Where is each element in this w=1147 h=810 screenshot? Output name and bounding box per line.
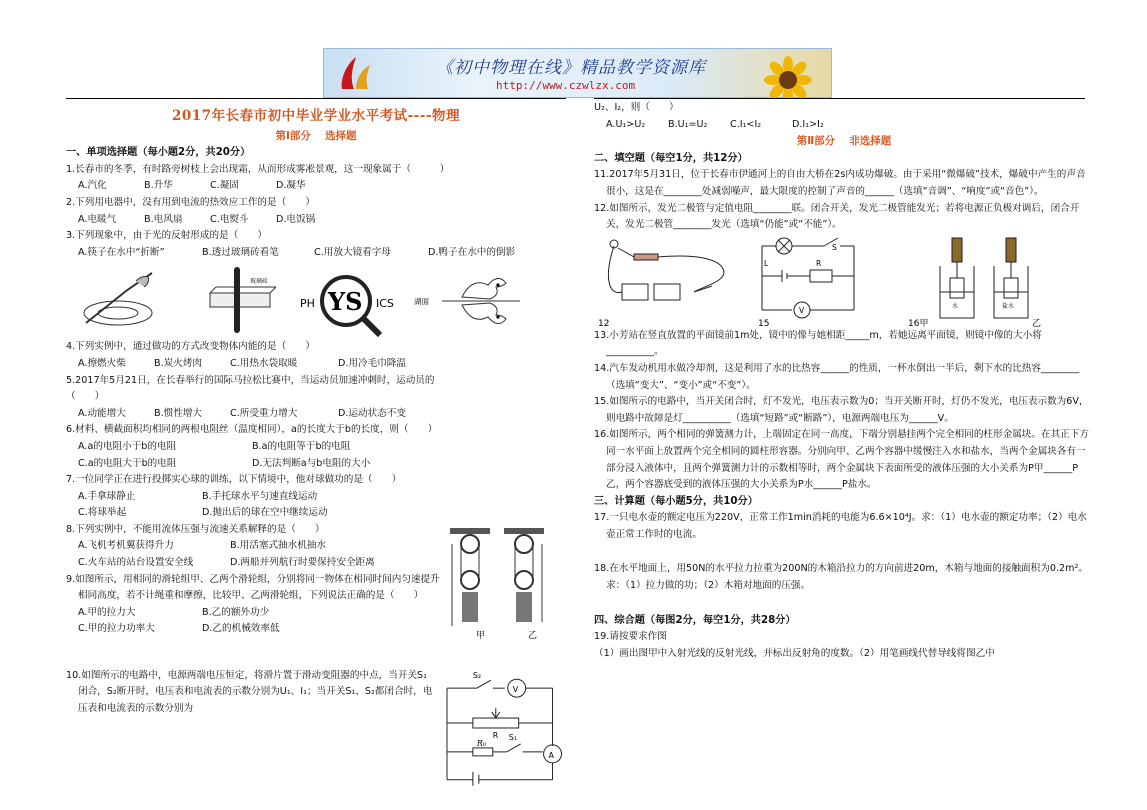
salt-water-label: 盐水 bbox=[1002, 302, 1015, 310]
part1-title: 第Ⅰ部分 选择题 bbox=[275, 129, 357, 142]
q3-option-a: A.筷子在水中“折断” bbox=[78, 246, 165, 258]
q4-option-a: A.擦燃火柴 bbox=[78, 357, 126, 369]
question-19: 19.请按要求作图 bbox=[594, 631, 667, 643]
left-top-rule bbox=[66, 98, 566, 99]
left-column bbox=[66, 100, 566, 786]
q7-option-c: C.将球举起 bbox=[78, 507, 127, 519]
q9-option-d: D.乙的机械效率低 bbox=[202, 623, 280, 635]
fig-15-circuit bbox=[754, 236, 902, 328]
label-ammeter: A bbox=[548, 750, 554, 760]
figure-15-label: 15 bbox=[758, 318, 770, 328]
question-4-options bbox=[66, 356, 566, 373]
fig15-label-l: L bbox=[764, 258, 769, 268]
question-10-options bbox=[594, 117, 1094, 134]
q2-option-a: A.电暖气 bbox=[78, 213, 117, 225]
q1-option-a: A.汽化 bbox=[78, 180, 107, 192]
label-r: R bbox=[492, 730, 498, 740]
q5-option-d: D.运动状态不变 bbox=[338, 407, 406, 419]
part2-title: 第Ⅱ部分 非选择题 bbox=[796, 135, 892, 148]
question-9-options-row2 bbox=[66, 621, 446, 638]
magnifier-letters: YS bbox=[328, 287, 363, 317]
question-8-options-row1 bbox=[66, 538, 446, 555]
q10-option-d: D.I₁>I₂ bbox=[792, 118, 824, 130]
glass-brick-label: 玻璃砖 bbox=[250, 278, 269, 286]
q4-option-c: C.用热水袋取暖 bbox=[230, 357, 298, 369]
question-6: 6.材料、横截面积均相同的两根电阻丝（温度相同），a的长度大于b的长度，则（ ） bbox=[66, 424, 438, 436]
q10-option-b: B.U₁=U₂ bbox=[668, 118, 708, 130]
banner-title: 《初中物理在线》精品教学资源库 bbox=[436, 58, 706, 78]
sunflower-icon bbox=[763, 55, 813, 98]
section-1-heading: 一、单项选择题（每小题2分，共20分） bbox=[66, 147, 251, 159]
question-5: 5.2017年5月21日，在长春举行的国际马拉松比赛中，当运动员加速冲刺时，运动员的 bbox=[66, 374, 435, 386]
question-3-figures bbox=[66, 263, 566, 337]
q6-option-c: C.a的电阻大于b的电阻 bbox=[78, 457, 177, 469]
section-3-heading: 三、计算题（每小题5分，共10分） bbox=[594, 495, 758, 507]
question-10: 10.如图所示的电路中，电源两端电压恒定，将滑片置于滑动变阻器的中点，当开关S₁闭合，S₂断开时，电压表和电流表的示数分别为U₁、I₁；当开关S₁、S₂都闭合时，电压表和电流表的示数分别为 bbox=[66, 669, 433, 715]
question-9-options-row1 bbox=[66, 605, 446, 622]
question-8: 8.下列实例中，不能用流体压强与流速关系解释的是（ ） bbox=[66, 523, 325, 535]
question-14: 14.汽车发动机用水做冷却剂，这是利用了水的比热容______的性质，一杯水倒出一半后，剩下水的比热容________（选填“变大”、“变小”或“不变”）。 bbox=[594, 362, 1080, 391]
pulley-label-jia: 甲 bbox=[476, 630, 486, 641]
q3-option-b: B.透过玻璃砖看笔 bbox=[202, 246, 279, 258]
lake-surface-label: 湖面 bbox=[414, 297, 429, 307]
fig15-label-r: R bbox=[816, 258, 822, 268]
pulley-figure bbox=[446, 526, 556, 668]
fill-in-figures bbox=[594, 236, 1094, 328]
question-18: 18.在水平地面上，用50N的水平拉力拉重为200N的木箱沿拉力的方向前进20m，木箱与地面的接触面积为0.2m²。求：（1）拉力做的功；（2）木箱对地面的压强。 bbox=[594, 563, 1088, 592]
q2-option-c: C.电熨斗 bbox=[210, 213, 249, 225]
fig-16-containers bbox=[906, 236, 1076, 328]
question-12: 12.如图所示，发光二极管与定值电阻________联。闭合开关，发光二极管能发光；若将电源正负极对调后，闭合开关，发光二极管________发光（选填“仍能”或“不能”）。 bbox=[594, 202, 1080, 231]
magnifier-text-right: ICS bbox=[376, 297, 394, 311]
question-6-options-row1 bbox=[66, 439, 566, 456]
q1-option-c: C.凝固 bbox=[210, 180, 239, 192]
question-16: 16.如图所示，两个相同的弹簧测力计，上端固定在同一高度，下端分别悬挂两个完全相同的柱形金属块。在其正下方同一水平面上放置两个完全相同的圆柱形容器。分别向甲、乙两个容器中缓慢注入水和盐水，当两个金属块各有一部分浸入液体中，且两个弹簧测力计的示数相等时，两个金属块下表面所受的液体压强的大小关系为P甲______P乙，两个容器底受到的液体压强的大小关系为P水______P盐水。 bbox=[594, 429, 1089, 491]
q2-option-d: D.电饭锅 bbox=[276, 213, 316, 225]
q7-option-d: D.抛出后的球在空中继续运动 bbox=[202, 507, 328, 519]
label-s2: S₂ bbox=[472, 671, 481, 681]
question-6-options-row2 bbox=[66, 456, 566, 473]
answer-space-18 bbox=[594, 595, 1094, 613]
q3-option-c: C.用放大镜看字母 bbox=[314, 246, 391, 258]
question-10-block bbox=[66, 668, 566, 786]
q10-circuit-figure bbox=[443, 668, 566, 786]
label-r0: R₀ bbox=[476, 738, 486, 748]
questions-8-9-text bbox=[66, 522, 446, 668]
question-8-options-row2 bbox=[66, 555, 446, 572]
water-label: 水 bbox=[952, 302, 959, 310]
question-7: 7.一位同学正在进行投掷实心球的训练，以下情境中，他对球做功的是（ ） bbox=[66, 474, 402, 486]
q8-option-d: D.两船并列航行时要保持安全距离 bbox=[230, 557, 375, 569]
question-7-options-row1 bbox=[66, 489, 566, 506]
figure-16-yi-label: 乙 bbox=[1032, 318, 1042, 328]
q10-option-c: C.I₁<I₂ bbox=[730, 118, 762, 130]
q3-option-d: D.鸭子在水中的倒影 bbox=[428, 246, 516, 258]
fig15-label-s: S bbox=[832, 242, 837, 252]
q8-option-a: A.飞机考机翼获得升力 bbox=[78, 540, 174, 552]
q9-option-c: C.甲的拉力功率大 bbox=[78, 623, 155, 635]
q4-option-d: D.用冷毛巾降温 bbox=[338, 357, 406, 369]
question-10-continued: U₂、I₂，则（ ） bbox=[594, 102, 679, 113]
figure-16-label: 16甲 bbox=[908, 318, 929, 328]
magnifier-figure bbox=[294, 263, 412, 337]
question-2: 2.下列用电器中，没有用到电流的热效应工作的是（ ） bbox=[66, 196, 315, 208]
q1-option-b: B.升华 bbox=[144, 180, 173, 192]
fig15-label-v: V bbox=[799, 305, 805, 315]
q5-option-a: A.动能增大 bbox=[78, 407, 126, 419]
q8-option-b: B.用活塞式抽水机抽水 bbox=[230, 540, 326, 552]
q10-option-a: A.U₁>U₂ bbox=[606, 118, 646, 130]
q8-option-c: C.火车站的站台设置安全线 bbox=[78, 557, 194, 569]
chopsticks-in-water-figure bbox=[66, 263, 176, 337]
q4-option-b: B.炭火烤肉 bbox=[154, 357, 203, 369]
questions-8-9-block bbox=[66, 522, 566, 668]
magnifier-text-left: PH bbox=[300, 297, 315, 311]
question-9: 9.如图所示，用相同的滑轮组甲、乙两个滑轮组，分别将同一物体在相同时间内匀速提升相同高度，若不计绳重和摩擦，比较甲、乙两滑轮组，下列说法正确的是（ ） bbox=[66, 573, 440, 602]
led-circuit-figure bbox=[594, 236, 744, 328]
q7-option-a: A.手拿球静止 bbox=[78, 490, 136, 502]
question-1: 1.长春市的冬季，有时路旁树枝上会出现霜，从而形成雾凇景观，这一现象属于（ ） bbox=[66, 163, 450, 175]
q6-option-d: D.无法判断a与b电阻的大小 bbox=[252, 457, 371, 469]
question-2-options bbox=[66, 212, 566, 229]
question-11: 11.2017年5月31日，位于长春市伊通河上的自由大桥在2s内成功爆破。由于采用“微爆破”技术，爆破中产生的声音很小，这是在________处减弱噪声，最大限度的控制了声音的______（选填“音调”、“响度”或“音色”）。 bbox=[594, 169, 1086, 197]
q9-option-a: A.甲的拉力大 bbox=[78, 606, 136, 618]
question-7-options-row2 bbox=[66, 505, 566, 522]
q6-option-b: B.a的电阻等于b的电阻 bbox=[252, 440, 351, 452]
question-4: 4.下列实例中，通过做功的方式改变物体内能的是（ ） bbox=[66, 341, 315, 353]
header-banner bbox=[323, 48, 832, 98]
banner-url[interactable]: http://www.czwlzx.com bbox=[496, 79, 636, 92]
q1-option-d: D.凝华 bbox=[276, 180, 306, 192]
duck-reflection-figure bbox=[412, 263, 522, 337]
question-19-parts: （1）画出图甲中入射光线的反射光线，并标出反射角的度数。（2）用笔画线代替导线将图乙中 bbox=[594, 647, 995, 659]
question-15: 15.如图所示的电路中，当开关闭合时，灯不发光，电压表示数为0；当开关断开时，灯仍不发光，电压表示数为6V，则电路中故障是灯__________（选填“短路”或“断路”），电源两端电压为______V。 bbox=[594, 396, 1089, 424]
question-5-options bbox=[66, 406, 566, 423]
section-2-heading: 二、填空题（每空1分，共12分） bbox=[594, 152, 748, 164]
q7-option-b: B.手托球水平匀速直线运动 bbox=[202, 490, 318, 502]
question-3: 3.下列现象中，由于光的反射形成的是（ ） bbox=[66, 230, 268, 242]
question-3-options bbox=[66, 245, 566, 262]
q5-option-c: C.所受重力增大 bbox=[230, 407, 298, 419]
figure-12-label: 12 bbox=[598, 318, 610, 328]
label-s1: S₁ bbox=[508, 732, 517, 742]
pulley-label-yi: 乙 bbox=[528, 630, 538, 641]
q2-option-b: B.电风扇 bbox=[144, 213, 183, 225]
right-column bbox=[594, 100, 1094, 662]
q9-option-b: B.乙的额外功少 bbox=[202, 606, 270, 618]
question-13: 13.小芳站在竖直放置的平面镜前1m处，镜中的像与她相距_____m，若她远离平面镜，则镜中像的大小将__________。 bbox=[594, 329, 1042, 358]
section-4-heading: 四、综合题（每图2分，每空1分，共28分） bbox=[594, 614, 796, 626]
right-top-rule bbox=[594, 98, 1085, 99]
question-17: 17.一只电水壶的额定电压为220V，正常工作1min消耗的电能为6.6×10⁴J。求：（1）电水壶的额定功率；（2）电水壶正常工作时的电流。 bbox=[594, 512, 1087, 540]
exam-title: 2017年长春市初中毕业学业水平考试----物理 bbox=[172, 108, 460, 124]
label-voltmeter: V bbox=[512, 685, 518, 695]
answer-space-17 bbox=[594, 543, 1094, 561]
q5-option-b: B.惯性增大 bbox=[154, 407, 203, 419]
logo-icon bbox=[330, 53, 382, 93]
glass-brick-figure bbox=[176, 263, 294, 337]
q6-option-a: A.a的电阻小于b的电阻 bbox=[78, 440, 177, 452]
question-1-options bbox=[66, 178, 566, 195]
question-5-paren: （ ） bbox=[66, 391, 105, 403]
